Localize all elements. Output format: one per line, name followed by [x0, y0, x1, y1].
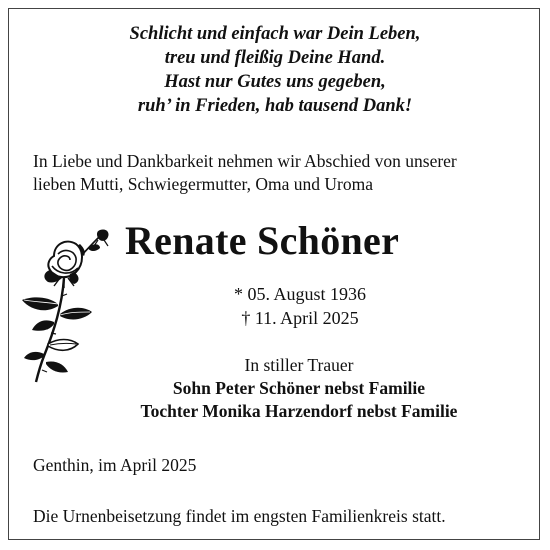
intro-line: In Liebe und Dankbarkeit nehmen wir Abschied von unserer — [33, 151, 457, 171]
burial-note: Die Urnenbeisetzung findet im engsten Familienkreis statt. — [33, 506, 446, 526]
deceased-name: Renate Schöner — [125, 218, 400, 263]
mourner-family: Tochter Monika Harzendorf nebst Familie — [140, 401, 458, 421]
poem-line: Schlicht und einfach war Dein Leben, — [129, 24, 421, 44]
mourners-heading: In stiller Trauer — [244, 355, 354, 375]
birth-date: * 05. August 1936 — [233, 284, 366, 304]
death-date: † 11. April 2025 — [241, 308, 359, 328]
intro-line: lieben Mutti, Schwiegermutter, Oma und Uroma — [33, 174, 373, 194]
life-dates — [0, 282, 550, 330]
poem — [0, 22, 550, 118]
poem-line: treu und fleißig Deine Hand. — [164, 48, 386, 68]
mourner-family: Sohn Peter Schöner nebst Familie — [172, 378, 426, 398]
place-date: Genthin, im April 2025 — [33, 455, 197, 475]
poem-line: ruh’ in Frieden, hab tausend Dank! — [137, 96, 413, 116]
poem-line: Hast nur Gutes uns gegeben, — [164, 72, 386, 92]
mourners-block — [0, 354, 550, 423]
intro-text — [33, 150, 457, 196]
